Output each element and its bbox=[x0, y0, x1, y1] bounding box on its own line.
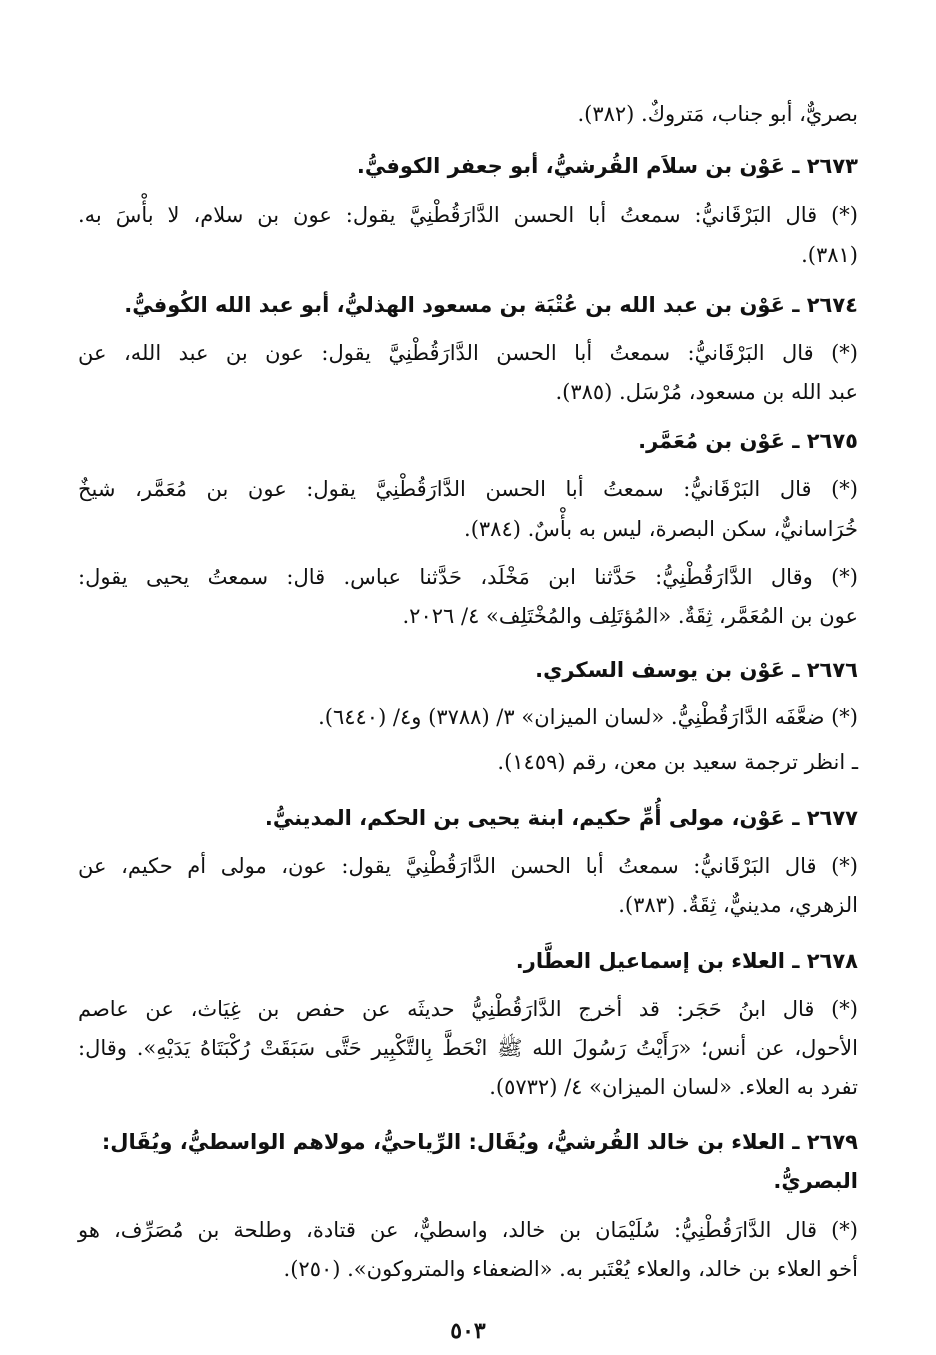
entry-heading: ٢٦٧٩ ـ العلاء بن خالد القُرشيُّ، ويُقَال: الرِّياحيُّ، مولاهم الواسطيُّ، ويُقَال: bbox=[101, 1130, 858, 1154]
continuation-line: بصريٌّ، أبو جناب، مَتروكٌ. (٣٨٢). bbox=[577, 102, 858, 126]
entry-text-line: (٣٨١). bbox=[801, 243, 858, 267]
entry-text-line: تفرد به العلاء. «لسان الميزان» ٤/ (٥٧٣٢). bbox=[489, 1075, 858, 1099]
entry-heading: ٢٦٧٣ ـ عَوْن بن سلاَم القُرشيُّ، أبو جعفر الكوفيُّ. bbox=[356, 154, 858, 178]
entry-heading: ٢٦٧٨ ـ العلاء بن إسماعيل العطَّار. bbox=[515, 949, 858, 973]
entry-text-line: الزهري، مدينيٌّ، ثِقَةٌ. (٣٨٣). bbox=[618, 893, 858, 917]
entry-text-line: عبد الله بن مسعود، مُرْسَل. (٣٨٥). bbox=[555, 380, 858, 404]
entry-heading: ٢٦٧٥ ـ عَوْن بن مُعَمَّر. bbox=[638, 429, 858, 453]
entry-text-line: (*) ضعَّفَه الدَّارَقُطْنِيُّ. «لسان الميزان» ٣/ (٣٧٨٨) و٤/ (٦٤٤٠). bbox=[318, 705, 858, 729]
page-number: ٥٠٣ bbox=[450, 1318, 486, 1344]
entry-text-line: (*) وقال الدَّارَقُطْنِيُّ: حَدَّثنا ابن مَخْلَد، حَدَّثنا عباس. قال: سمعتُ يحيى يقول: bbox=[78, 565, 858, 589]
entry-text-line: (*) قال ابنُ حَجَر: قد أخرج الدَّارَقُطْنِيُّ حديثَه عن حفص بن غِيَاث، عن عاصم bbox=[78, 997, 858, 1021]
entry-text-line: (*) قال البَرْقَانيُّ: سمعتُ أبا الحسن الدَّارَقُطْنِيَّ يقول: عون، مولى أم حكيم، عن bbox=[78, 854, 858, 878]
entry-text-line: أخو العلاء بن خالد، والعلاء يُعْتَبر به. «الضعفاء والمتروكون». (٢٥٠). bbox=[283, 1257, 858, 1281]
entry-text-line: (*) قال الدَّارَقُطْنِيُّ: سُلَيْمَان بن خالد، واسطيٌّ، عن قتادة، وطلحة بن مُصَرِّف، هو bbox=[78, 1218, 858, 1242]
entry-text-line: خُرَاسانيٌّ، سكن البصرة، ليس به بأْسٌ. (٣٨٤). bbox=[464, 517, 858, 541]
entry-text-line: (*) قال البَرْقَانيُّ: سمعتُ أبا الحسن الدَّارَقُطْنِيَّ يقول: عون بن سلام، لا بأْسَ به. bbox=[78, 203, 858, 227]
entry-heading: ٢٦٧٦ ـ عَوْن بن يوسف السكري. bbox=[535, 658, 858, 682]
entry-heading: ٢٦٧٤ ـ عَوْن بن عبد الله بن عُتْبَة بن مسعود الهذليُّ، أبو عبد الله الكُوفيُّ. bbox=[124, 293, 858, 317]
entry-text-line: (*) قال البَرْقَانيُّ: سمعتُ أبا الحسن الدَّارَقُطْنِيَّ يقول: عون بن مُعَمَّر، شيخٌ bbox=[78, 477, 858, 501]
entry-text-line: عون بن المُعَمَّر، ثِقَةٌ. «المُؤتَلِف والمُخْتَلِف» ٤/ ٢٠٢٦. bbox=[402, 604, 858, 628]
entry-text-line: ـ انظر ترجمة سعيد بن معن، رقم (١٤٥٩). bbox=[497, 750, 858, 774]
entry-heading: ٢٦٧٧ ـ عَوْن، مولى أُمِّ حكيم، ابنة يحيى بن الحكم، المدينيُّ. bbox=[264, 806, 858, 830]
entry-text-line: الأحول، عن أنس؛ «رَأَيْتُ رَسُولَ الله ﷺ انْحَطَّ بِالتَّكْبِير حَتَّى سَبَقَتْ رُكْبَتَاهُ يَدَيْهِ». وقال: bbox=[78, 1036, 858, 1060]
entry-text-line: (*) قال البَرْقَانيُّ: سمعتُ أبا الحسن الدَّارَقُطْنِيَّ يقول: عون بن عبد الله، عن bbox=[78, 341, 858, 365]
entry-heading-continuation: البصريُّ. bbox=[773, 1169, 858, 1193]
